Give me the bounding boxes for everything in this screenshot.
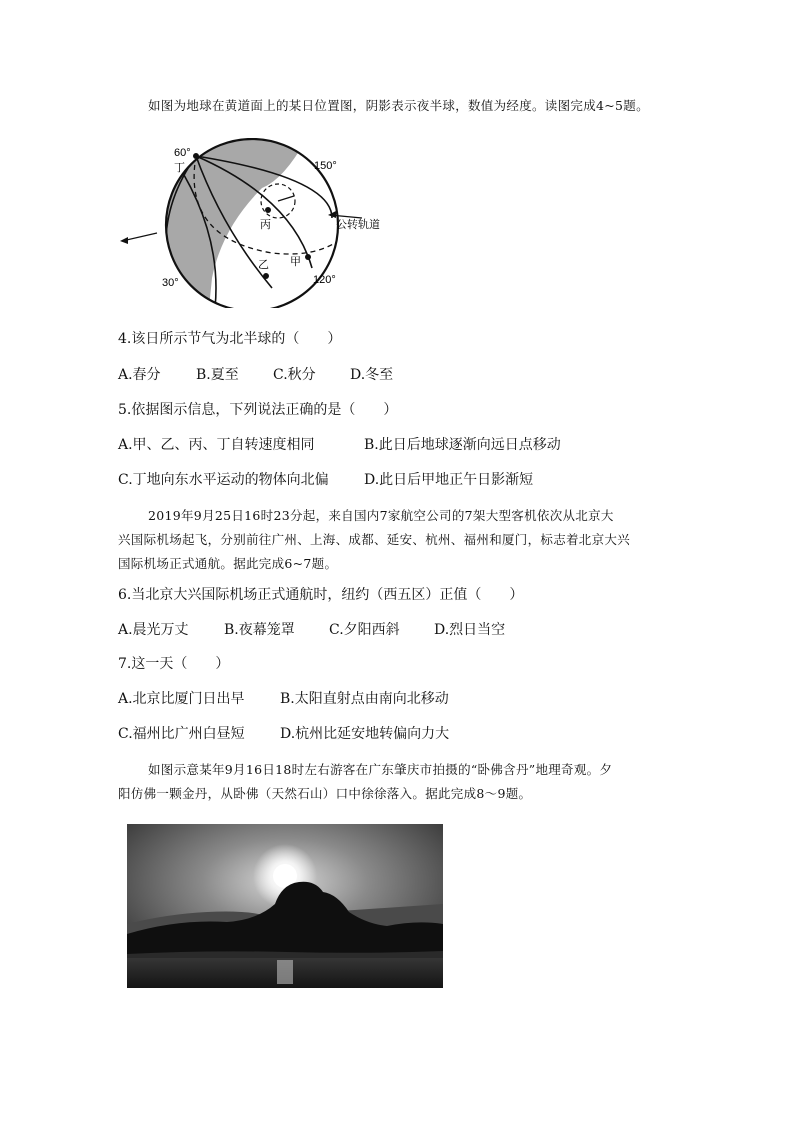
q5-option-d[interactable]: D.此日后甲地正午日影渐短 — [364, 472, 534, 488]
question-4-stem: 4.该日所示节气为北半球的（ ） — [118, 331, 342, 347]
q6-option-d[interactable]: D.烈日当空 — [434, 622, 506, 638]
label-60: 60° — [174, 147, 191, 159]
q6-option-b[interactable]: B.夜幕笼罩 — [224, 622, 295, 638]
point-bing — [265, 207, 271, 213]
q4-option-d[interactable]: D.冬至 — [350, 367, 394, 383]
q6-option-a[interactable]: A.晨光万丈 — [118, 622, 189, 638]
q7-option-c[interactable]: C.福州比广州白昼短 — [118, 726, 245, 742]
point-jia — [305, 254, 311, 260]
intro-paragraph-2-line-3: 国际机场正式通航。据此完成6~7题。 — [118, 556, 338, 571]
q4-option-b[interactable]: B.夏至 — [196, 367, 239, 383]
label-120: 120° — [313, 274, 336, 286]
q5-option-a[interactable]: A.甲、乙、丙、丁自转速度相同 — [118, 437, 315, 453]
question-6-stem: 6.当北京大兴国际机场正式通航时，纽约（西五区）正值（ ） — [118, 587, 524, 603]
label-ding: 丁 — [174, 161, 185, 174]
label-yi: 乙 — [258, 258, 269, 271]
q4-option-a[interactable]: A.春分 — [118, 367, 161, 383]
question-5-stem: 5.依据图示信息，下列说法正确的是（ ） — [118, 402, 398, 418]
sunset-mountain-photo — [127, 824, 443, 988]
question-7-stem: 7.这一天（ ） — [118, 656, 230, 672]
intro-paragraph-2-line-2: 兴国际机场起飞，分别前往广州、上海、成都、延安、杭州、福州和厦门，标志着北京大兴 — [118, 532, 631, 547]
q7-option-b[interactable]: B.太阳直射点由南向北移动 — [280, 691, 449, 707]
label-30: 30° — [162, 277, 179, 289]
q7-option-a[interactable]: A.北京比厦门日出早 — [118, 691, 245, 707]
label-bing: 丙 — [260, 218, 271, 231]
sun-reflection — [277, 960, 293, 984]
label-jia: 甲 — [290, 255, 301, 268]
pole-arrow — [278, 196, 294, 201]
night-hemisphere-shading — [132, 138, 312, 308]
point-ding — [193, 153, 199, 159]
q6-option-c[interactable]: C.夕阳西斜 — [329, 622, 400, 638]
label-150: 150° — [314, 160, 337, 172]
q5-option-c[interactable]: C.丁地向东水平运动的物体向北偏 — [118, 472, 329, 488]
arrow-head-left-icon — [120, 237, 128, 244]
intro-paragraph-2-line-1: 2019年9月25日16时23分起，来自国内7家航空公司的7架大型客机依次从北京大 — [148, 508, 614, 523]
intro-paragraph-3-line-2: 阳仿佛一颗金丹，从卧佛（天然石山）口中徐徐落入。据此完成8～9题。 — [118, 786, 532, 801]
intro-paragraph-1: 如图为地球在黄道面上的某日位置图，阴影表示夜半球，数值为经度。读图完成4~5题。 — [148, 98, 649, 113]
intro-paragraph-3-line-1: 如图示意某年9月16日18时左右游客在广东肇庆市拍摄的“卧佛含丹”地理奇观。夕 — [148, 762, 613, 777]
q5-option-b[interactable]: B.此日后地球逐渐向远日点移动 — [364, 437, 561, 453]
label-orbit: 公转轨道 — [336, 218, 380, 231]
point-yi — [263, 273, 269, 279]
q4-option-c[interactable]: C.秋分 — [273, 367, 316, 383]
q7-option-d[interactable]: D.杭州比延安地转偏向力大 — [280, 726, 450, 742]
earth-orbit-diagram — [112, 138, 402, 308]
